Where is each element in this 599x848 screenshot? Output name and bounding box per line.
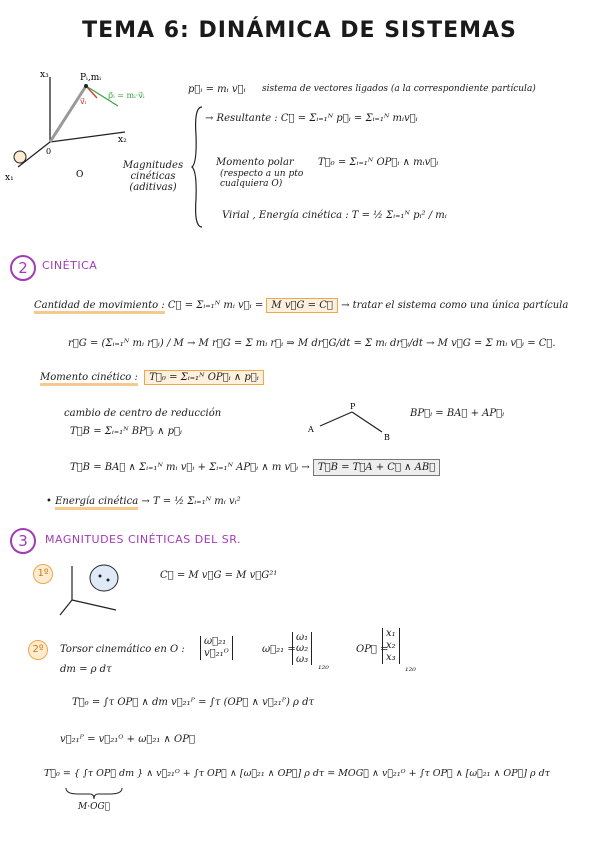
cantidad-box: M v⃗G = C⃗ — [266, 298, 337, 313]
brace — [190, 105, 204, 230]
tb-expand: T⃗B = BA⃗ ∧ Σᵢ₌₁ᴺ mᵢ v⃗ᵢ + Σᵢ₌₁ᴺ AP⃗ᵢ ∧ m v⃗ᵢ → — [70, 462, 310, 473]
dm-eq: dm = ρ dτ — [60, 664, 112, 675]
particle-dot — [84, 84, 88, 88]
energia-row: • Energía cinética → T = ½ Σᵢ₌₁ᴺ mᵢ vᵢ² — [46, 496, 241, 507]
t0-final: T⃗₀ = { ∫τ OP⃗ dm } ∧ v⃗₂₁ᴼ + ∫τ OP⃗ ∧ [ω⃗₂₁ ∧ OP⃗] ρ dτ = MOG⃗ ∧ v⃗₂₁ᴼ + ∫τ OP⃗ ∧ [ω⃗₂₁ ∧ OP⃗] ρ dτ — [44, 768, 550, 779]
section-2-title: CINÉTICA — [42, 259, 98, 272]
cantidad-note: → tratar el sistema como una única partícula — [341, 300, 569, 311]
x3-label: x₃ — [40, 70, 49, 80]
rigid-body-diagram — [56, 560, 136, 622]
axis-x2 — [50, 132, 125, 142]
cambio-label: cambio de centro de reducción — [64, 408, 222, 419]
w21-label: ω⃗₂₁ = — [262, 644, 296, 655]
brace-label: M·OG⃗ — [78, 802, 111, 812]
magnitudes-label: Magnitudes cinéticas (aditivas) — [122, 160, 184, 193]
bpi-relation: BP⃗ᵢ = BA⃗ + AP⃗ᵢ — [410, 408, 505, 419]
tb-expand-row — [70, 462, 440, 473]
momento-polar-note: (respecto a un pto cualquiera O) — [220, 169, 304, 189]
tb-box: T⃗B = T⃗A + C⃗ ∧ AB⃗ — [313, 459, 440, 476]
item-2-badge: 2º — [28, 640, 48, 660]
pi-description: sistema de vectores ligados (a la correspondiente partícula) — [262, 84, 536, 94]
torsor-w: ω⃗₂₁ — [204, 636, 227, 647]
section-3-number: 3 — [10, 528, 36, 554]
resultante-eq: → Resultante : C⃗ = Σᵢ₌₁ᴺ p⃗ᵢ = Σᵢ₌₁ᴺ mᵢv⃗ᵢ — [205, 113, 418, 124]
section-3-title: MAGNITUDES CINÉTICAS DEL SR. — [45, 533, 242, 546]
origin-label: 0 — [46, 147, 52, 156]
op-vector — [382, 628, 400, 664]
momento-polar-eq: T⃗₀ = Σᵢ₌₁ᴺ OP⃗ᵢ ∧ mᵢv⃗ᵢ — [318, 157, 439, 168]
t0-eq: T⃗₀ = ∫τ OP⃗ ∧ dm v⃗₂₁ᴾ = ∫τ (OP⃗ ∧ v⃗₂₁ᴾ) ρ dτ — [72, 697, 315, 708]
point-a: A — [308, 425, 314, 434]
w21-vector — [292, 632, 312, 665]
o-letter: O — [76, 170, 84, 180]
pi-definition: p⃗ᵢ = mᵢ v⃗ᵢ — [188, 84, 246, 95]
w2: ω₂ — [296, 643, 309, 654]
x2: x₂ — [386, 640, 396, 651]
torsor-label: Torsor cinemático en O : — [60, 644, 185, 655]
underbrace — [64, 786, 124, 800]
torsor-vector — [200, 636, 233, 660]
point-b: B — [384, 433, 390, 442]
cantidad-row — [34, 300, 568, 311]
w1: ω₁ — [296, 632, 309, 643]
momento-box: T⃗₀ = Σᵢ₌₁ᴺ OP⃗ᵢ ∧ p⃗ᵢ — [144, 370, 264, 385]
abp-diagram — [300, 400, 410, 445]
w3: ω₃ — [296, 654, 309, 665]
op-basis: ₁₂₀ — [405, 664, 416, 674]
vi-label: v⃗ᵢ — [80, 97, 87, 106]
position-line — [50, 86, 86, 142]
energia-label: Energía cinética — [55, 496, 138, 510]
cantidad-eq: C⃗ = Σᵢ₌₁ᴺ mᵢ v⃗ᵢ = — [167, 300, 264, 311]
op-label: OP⃗ = — [356, 644, 389, 655]
virial-eq: Virial , Energía cinética : T = ½ Σᵢ₌₁ᴺ pᵢ² / mᵢ — [222, 210, 447, 221]
momento-label: Momento cinético : — [40, 372, 138, 386]
orientation-circle — [14, 151, 26, 163]
v21-eq: v⃗₂₁ᴾ = v⃗₂₁ᴼ + ω⃗₂₁ ∧ OP⃗ — [60, 734, 195, 745]
section-2-number: 2 — [10, 255, 36, 281]
x1: x₁ — [386, 628, 396, 639]
page-title: TEMA 6: DINÁMICA DE SISTEMAS — [82, 18, 517, 43]
energia-eq: → T = ½ Σᵢ₌₁ᴺ mᵢ vᵢ² — [141, 496, 241, 507]
item-1-badge: 1º — [33, 564, 53, 584]
momento-polar-label: Momento polar — [216, 157, 294, 168]
point-p: P — [350, 402, 356, 411]
item-1-eq: C⃗ = M v⃗G = M v⃗G²¹ — [160, 570, 278, 581]
particle-label: Pᵢ,mᵢ — [80, 73, 102, 83]
torsor-v: v⃗₂₁ᴼ — [204, 648, 229, 659]
x3: x₃ — [386, 652, 396, 663]
cantidad-label: Cantidad de movimiento : — [34, 300, 165, 314]
momento-row — [40, 372, 264, 383]
pi-label: p⃗ᵢ = mᵢ·v⃗ᵢ — [108, 91, 145, 100]
w21-basis: ₁₂₀ — [318, 662, 329, 672]
tb-eq: T⃗B = Σᵢ₌₁ᴺ BP⃗ᵢ ∧ p⃗ᵢ — [70, 426, 182, 437]
rg-derivation: r⃗G = (Σᵢ₌₁ᴺ mᵢ r⃗ᵢ) / M → M r⃗G = Σ mᵢ r⃗ᵢ ⇒ M dr⃗G/dt = Σ mᵢ dr⃗ᵢ/dt → M v⃗G = Σ mᵢ v⃗ᵢ = C⃗. — [68, 338, 556, 349]
x2-label: x₂ — [118, 135, 127, 145]
x1-label: x₁ — [5, 173, 14, 183]
